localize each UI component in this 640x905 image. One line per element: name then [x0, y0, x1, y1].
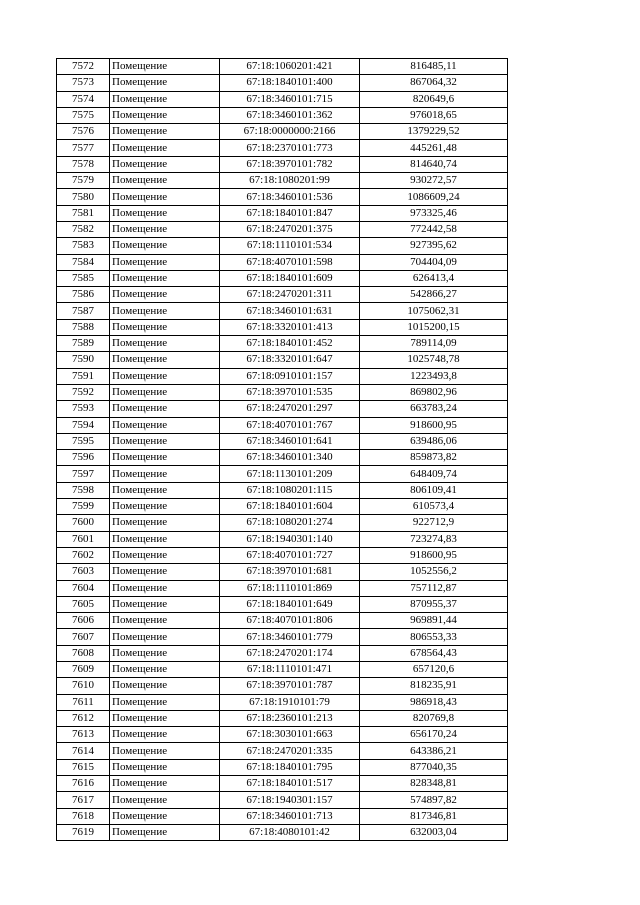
object-type-cell: Помещение [110, 564, 220, 580]
object-type-cell: Помещение [110, 270, 220, 286]
cadastral-number-cell: 67:18:2470201:335 [220, 743, 360, 759]
object-type-cell: Помещение [110, 238, 220, 254]
cadastral-number-cell: 67:18:2470201:375 [220, 221, 360, 237]
table-row [57, 107, 508, 123]
table-row [57, 319, 508, 335]
cadastral-value-cell: 1075062,31 [360, 303, 508, 319]
cadastral-value-cell: 918600,95 [360, 417, 508, 433]
table-row [57, 140, 508, 156]
cadastral-value-cell: 877040,35 [360, 759, 508, 775]
table-row [57, 564, 508, 580]
row-number-cell: 7595 [57, 433, 110, 449]
cadastral-number-cell: 67:18:1840101:517 [220, 776, 360, 792]
object-type-cell: Помещение [110, 661, 220, 677]
row-number-cell: 7606 [57, 613, 110, 629]
row-number-cell: 7616 [57, 776, 110, 792]
cadastral-value-cell: 922712,9 [360, 515, 508, 531]
cadastral-number-cell: 67:18:1080201:115 [220, 482, 360, 498]
cadastral-number-cell: 67:18:2370101:773 [220, 140, 360, 156]
object-type-cell: Помещение [110, 629, 220, 645]
cadastral-value-cell: 867064,32 [360, 75, 508, 91]
row-number-cell: 7600 [57, 515, 110, 531]
cadastral-number-cell: 67:18:1840101:609 [220, 270, 360, 286]
object-type-cell: Помещение [110, 759, 220, 775]
cadastral-value-cell: 723274,83 [360, 531, 508, 547]
row-number-cell: 7576 [57, 124, 110, 140]
cadastral-number-cell: 67:18:4070101:806 [220, 613, 360, 629]
cadastral-value-cell: 969891,44 [360, 613, 508, 629]
cadastral-value-cell: 820769,8 [360, 710, 508, 726]
object-type-cell: Помещение [110, 107, 220, 123]
cadastral-number-cell: 67:18:1840101:795 [220, 759, 360, 775]
table-row [57, 287, 508, 303]
table-row [57, 417, 508, 433]
object-type-cell: Помещение [110, 59, 220, 75]
row-number-cell: 7572 [57, 59, 110, 75]
row-number-cell: 7612 [57, 710, 110, 726]
cadastral-value-cell: 704404,09 [360, 254, 508, 270]
row-number-cell: 7574 [57, 91, 110, 107]
object-type-cell: Помещение [110, 613, 220, 629]
table-row [57, 629, 508, 645]
table-row [57, 727, 508, 743]
row-number-cell: 7619 [57, 824, 110, 840]
cadastral-value-cell: 1379229,52 [360, 124, 508, 140]
cadastral-number-cell: 67:18:0910101:157 [220, 368, 360, 384]
row-number-cell: 7585 [57, 270, 110, 286]
cadastral-value-cell: 1223493,8 [360, 368, 508, 384]
object-type-cell: Помещение [110, 433, 220, 449]
cadastral-number-cell: 67:18:1110101:471 [220, 661, 360, 677]
table-row [57, 433, 508, 449]
cadastral-value-cell: 445261,48 [360, 140, 508, 156]
object-type-cell: Помещение [110, 124, 220, 140]
cadastral-value-cell: 816485,11 [360, 59, 508, 75]
object-type-cell: Помещение [110, 482, 220, 498]
row-number-cell: 7618 [57, 808, 110, 824]
row-number-cell: 7607 [57, 629, 110, 645]
cadastral-value-cell: 1086609,24 [360, 189, 508, 205]
cadastral-number-cell: 67:18:3460101:340 [220, 450, 360, 466]
cadastral-number-cell: 67:18:1060201:421 [220, 59, 360, 75]
table-row [57, 401, 508, 417]
cadastral-value-cell: 859873,82 [360, 450, 508, 466]
object-type-cell: Помещение [110, 140, 220, 156]
row-number-cell: 7605 [57, 596, 110, 612]
cadastral-number-cell: 67:18:1110101:534 [220, 238, 360, 254]
object-type-cell: Помещение [110, 515, 220, 531]
table-row [57, 59, 508, 75]
row-number-cell: 7588 [57, 319, 110, 335]
table-row [57, 352, 508, 368]
cadastral-value-cell: 870955,37 [360, 596, 508, 612]
row-number-cell: 7599 [57, 499, 110, 515]
table-row [57, 613, 508, 629]
object-type-cell: Помещение [110, 205, 220, 221]
cadastral-number-cell: 67:18:3970101:681 [220, 564, 360, 580]
cadastral-value-cell: 657120,6 [360, 661, 508, 677]
cadastral-number-cell: 67:18:3320101:647 [220, 352, 360, 368]
cadastral-value-cell: 828348,81 [360, 776, 508, 792]
row-number-cell: 7615 [57, 759, 110, 775]
cadastral-number-cell: 67:18:3460101:713 [220, 808, 360, 824]
row-number-cell: 7590 [57, 352, 110, 368]
table-row [57, 499, 508, 515]
object-type-cell: Помещение [110, 727, 220, 743]
object-type-cell: Помещение [110, 499, 220, 515]
table-row [57, 694, 508, 710]
table-row [57, 205, 508, 221]
cadastral-value-cell: 820649,6 [360, 91, 508, 107]
object-type-cell: Помещение [110, 368, 220, 384]
object-type-cell: Помещение [110, 384, 220, 400]
row-number-cell: 7580 [57, 189, 110, 205]
cadastral-number-cell: 67:18:4070101:767 [220, 417, 360, 433]
row-number-cell: 7587 [57, 303, 110, 319]
cadastral-value-cell: 1025748,78 [360, 352, 508, 368]
row-number-cell: 7589 [57, 336, 110, 352]
table-row [57, 661, 508, 677]
table-row [57, 173, 508, 189]
object-type-cell: Помещение [110, 547, 220, 563]
cadastral-number-cell: 67:18:0000000:2166 [220, 124, 360, 140]
object-type-cell: Помещение [110, 401, 220, 417]
cadastral-value-cell: 806109,41 [360, 482, 508, 498]
row-number-cell: 7609 [57, 661, 110, 677]
table-row [57, 808, 508, 824]
object-type-cell: Помещение [110, 417, 220, 433]
cadastral-value-table [56, 58, 508, 841]
cadastral-value-cell: 918600,95 [360, 547, 508, 563]
cadastral-value-cell: 818235,91 [360, 678, 508, 694]
object-type-cell: Помещение [110, 743, 220, 759]
cadastral-value-cell: 869802,96 [360, 384, 508, 400]
cadastral-number-cell: 67:18:3460101:536 [220, 189, 360, 205]
object-type-cell: Помещение [110, 824, 220, 840]
row-number-cell: 7577 [57, 140, 110, 156]
cadastral-number-cell: 67:18:3460101:362 [220, 107, 360, 123]
cadastral-value-cell: 927395,62 [360, 238, 508, 254]
object-type-cell: Помещение [110, 694, 220, 710]
cadastral-value-cell: 757112,87 [360, 580, 508, 596]
cadastral-value-cell: 643386,21 [360, 743, 508, 759]
cadastral-value-cell: 976018,65 [360, 107, 508, 123]
cadastral-value-cell: 639486,06 [360, 433, 508, 449]
object-type-cell: Помещение [110, 319, 220, 335]
table-row [57, 515, 508, 531]
cadastral-value-cell: 632003,04 [360, 824, 508, 840]
row-number-cell: 7575 [57, 107, 110, 123]
cadastral-value-cell: 542866,27 [360, 287, 508, 303]
cadastral-number-cell: 67:18:1840101:452 [220, 336, 360, 352]
row-number-cell: 7573 [57, 75, 110, 91]
table-row [57, 596, 508, 612]
cadastral-number-cell: 67:18:1840101:400 [220, 75, 360, 91]
cadastral-number-cell: 67:18:2470201:311 [220, 287, 360, 303]
cadastral-number-cell: 67:18:3460101:641 [220, 433, 360, 449]
table-row [57, 678, 508, 694]
cadastral-value-cell: 973325,46 [360, 205, 508, 221]
table-row [57, 270, 508, 286]
cadastral-value-cell: 656170,24 [360, 727, 508, 743]
cadastral-number-cell: 67:18:3320101:413 [220, 319, 360, 335]
object-type-cell: Помещение [110, 189, 220, 205]
row-number-cell: 7611 [57, 694, 110, 710]
table-row [57, 547, 508, 563]
row-number-cell: 7582 [57, 221, 110, 237]
object-type-cell: Помещение [110, 776, 220, 792]
object-type-cell: Помещение [110, 91, 220, 107]
object-type-cell: Помещение [110, 466, 220, 482]
table-row [57, 221, 508, 237]
cadastral-number-cell: 67:18:1840101:649 [220, 596, 360, 612]
table-row [57, 91, 508, 107]
object-type-cell: Помещение [110, 792, 220, 808]
cadastral-number-cell: 67:18:1840101:847 [220, 205, 360, 221]
row-number-cell: 7593 [57, 401, 110, 417]
cadastral-number-cell: 67:18:4080101:42 [220, 824, 360, 840]
row-number-cell: 7598 [57, 482, 110, 498]
table-row [57, 156, 508, 172]
object-type-cell: Помещение [110, 254, 220, 270]
table-row [57, 824, 508, 840]
object-type-cell: Помещение [110, 75, 220, 91]
table-row [57, 466, 508, 482]
row-number-cell: 7601 [57, 531, 110, 547]
row-number-cell: 7617 [57, 792, 110, 808]
cadastral-number-cell: 67:18:3030101:663 [220, 727, 360, 743]
cadastral-number-cell: 67:18:2360101:213 [220, 710, 360, 726]
row-number-cell: 7597 [57, 466, 110, 482]
table-row [57, 759, 508, 775]
row-number-cell: 7596 [57, 450, 110, 466]
row-number-cell: 7592 [57, 384, 110, 400]
row-number-cell: 7579 [57, 173, 110, 189]
row-number-cell: 7578 [57, 156, 110, 172]
object-type-cell: Помещение [110, 287, 220, 303]
row-number-cell: 7610 [57, 678, 110, 694]
table-row [57, 238, 508, 254]
cadastral-number-cell: 67:18:2470201:174 [220, 645, 360, 661]
cadastral-number-cell: 67:18:3970101:782 [220, 156, 360, 172]
cadastral-value-cell: 930272,57 [360, 173, 508, 189]
table-row [57, 336, 508, 352]
row-number-cell: 7586 [57, 287, 110, 303]
cadastral-value-cell: 678564,43 [360, 645, 508, 661]
cadastral-value-cell: 1052556,2 [360, 564, 508, 580]
cadastral-number-cell: 67:18:1080201:99 [220, 173, 360, 189]
cadastral-number-cell: 67:18:1080201:274 [220, 515, 360, 531]
cadastral-value-cell: 986918,43 [360, 694, 508, 710]
table-row [57, 792, 508, 808]
cadastral-value-cell: 1015200,15 [360, 319, 508, 335]
object-type-cell: Помещение [110, 645, 220, 661]
cadastral-value-cell: 814640,74 [360, 156, 508, 172]
cadastral-value-cell: 806553,33 [360, 629, 508, 645]
object-type-cell: Помещение [110, 450, 220, 466]
table-row [57, 776, 508, 792]
cadastral-value-cell: 663783,24 [360, 401, 508, 417]
row-number-cell: 7581 [57, 205, 110, 221]
cadastral-number-cell: 67:18:3970101:535 [220, 384, 360, 400]
table-row [57, 710, 508, 726]
row-number-cell: 7583 [57, 238, 110, 254]
row-number-cell: 7604 [57, 580, 110, 596]
table-row [57, 645, 508, 661]
cadastral-value-cell: 648409,74 [360, 466, 508, 482]
cadastral-number-cell: 67:18:3970101:787 [220, 678, 360, 694]
table-row [57, 531, 508, 547]
row-number-cell: 7608 [57, 645, 110, 661]
cadastral-number-cell: 67:18:1110101:869 [220, 580, 360, 596]
table-row [57, 384, 508, 400]
cadastral-number-cell: 67:18:2470201:297 [220, 401, 360, 417]
table-row [57, 303, 508, 319]
cadastral-value-cell: 772442,58 [360, 221, 508, 237]
row-number-cell: 7603 [57, 564, 110, 580]
table-row [57, 124, 508, 140]
object-type-cell: Помещение [110, 808, 220, 824]
row-number-cell: 7602 [57, 547, 110, 563]
table-row [57, 482, 508, 498]
object-type-cell: Помещение [110, 336, 220, 352]
cadastral-value-cell: 610573,4 [360, 499, 508, 515]
cadastral-value-cell: 626413,4 [360, 270, 508, 286]
cadastral-number-cell: 67:18:3460101:779 [220, 629, 360, 645]
object-type-cell: Помещение [110, 303, 220, 319]
table-row [57, 743, 508, 759]
object-type-cell: Помещение [110, 678, 220, 694]
cadastral-number-cell: 67:18:1910101:79 [220, 694, 360, 710]
cadastral-number-cell: 67:18:4070101:598 [220, 254, 360, 270]
cadastral-number-cell: 67:18:4070101:727 [220, 547, 360, 563]
row-number-cell: 7591 [57, 368, 110, 384]
object-type-cell: Помещение [110, 156, 220, 172]
object-type-cell: Помещение [110, 173, 220, 189]
cadastral-number-cell: 67:18:1940301:140 [220, 531, 360, 547]
cadastral-number-cell: 67:18:3460101:631 [220, 303, 360, 319]
table-row [57, 368, 508, 384]
cadastral-value-cell: 817346,81 [360, 808, 508, 824]
row-number-cell: 7584 [57, 254, 110, 270]
table-row [57, 254, 508, 270]
object-type-cell: Помещение [110, 531, 220, 547]
cadastral-value-cell: 574897,82 [360, 792, 508, 808]
table-row [57, 75, 508, 91]
row-number-cell: 7613 [57, 727, 110, 743]
table-row [57, 189, 508, 205]
object-type-cell: Помещение [110, 221, 220, 237]
cadastral-value-cell: 789114,09 [360, 336, 508, 352]
object-type-cell: Помещение [110, 580, 220, 596]
cadastral-number-cell: 67:18:1840101:604 [220, 499, 360, 515]
table-row [57, 580, 508, 596]
row-number-cell: 7614 [57, 743, 110, 759]
cadastral-number-cell: 67:18:1940301:157 [220, 792, 360, 808]
cadastral-number-cell: 67:18:3460101:715 [220, 91, 360, 107]
row-number-cell: 7594 [57, 417, 110, 433]
cadastral-number-cell: 67:18:1130101:209 [220, 466, 360, 482]
object-type-cell: Помещение [110, 596, 220, 612]
object-type-cell: Помещение [110, 710, 220, 726]
table-row [57, 450, 508, 466]
table-body [57, 59, 508, 841]
object-type-cell: Помещение [110, 352, 220, 368]
